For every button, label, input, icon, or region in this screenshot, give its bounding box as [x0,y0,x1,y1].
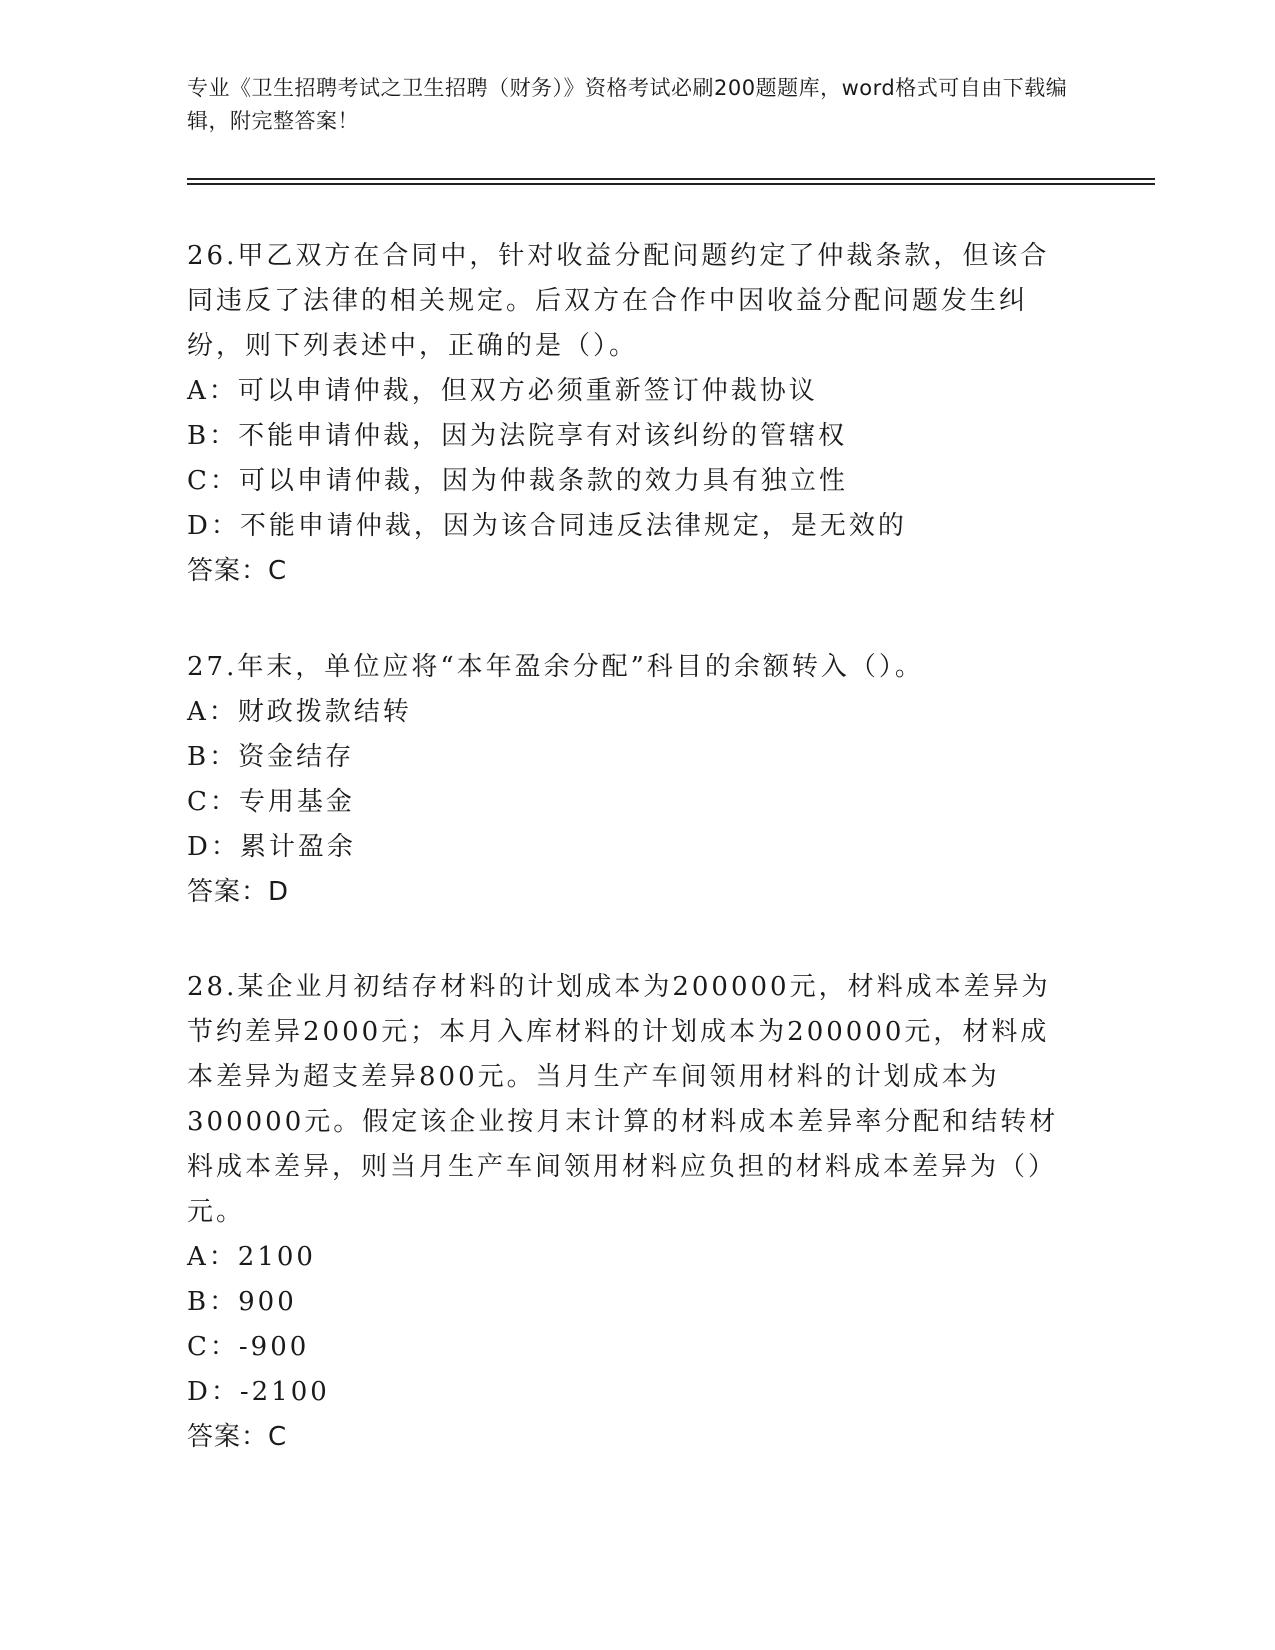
option-b: B：资金结存 [187,742,355,772]
question-28 [187,965,1077,1460]
question-stem: 26.甲乙双方在合同中，针对收益分配问题约定了仲裁条款，但该合同违反了法律的相关规定。后双方在合作中因收益分配问题发生纠纷，则下列表述中，正确的是（）。 [187,241,1050,361]
header-divider-bottom [187,183,1155,185]
option-d: D：累计盈余 [187,832,356,862]
option-a: A：可以申请仲裁，但双方必须重新签订仲裁协议 [187,376,818,406]
question-stem: 28.某企业月初结存材料的计划成本为200000元，材料成本差异为节约差异2000元；本月入库材料的计划成本为200000元，材料成本差异为超支差异800元。当月生产车间领用材料的计划成本为300000元。假定该企业按月末计算的材料成本差异率分配和结转材料成本差异，则当月生产车间领用材料应负担的材料成本差异为（）元。 [187,972,1059,1227]
option-d: D：-2100 [187,1377,330,1407]
answer-line: 答案：D [187,877,290,907]
option-b: B：900 [187,1287,297,1317]
option-b: B：不能申请仲裁，因为法院享有对该纠纷的管辖权 [187,421,848,451]
question-stem: 27.年末，单位应将“本年盈余分配”科目的余额转入（）。 [187,652,924,682]
option-c: C：-900 [187,1332,310,1362]
document-header: 专业《卫生招聘考试之卫生招聘（财务）》资格考试必刷200题题库，word格式可自由下载编辑，附完整答案！ [187,76,1068,133]
option-a: A：财政拨款结转 [187,697,412,727]
answer-line: 答案：C [187,556,288,586]
answer-line: 答案：C [187,1422,288,1452]
question-26 [187,234,1077,594]
option-a: A：2100 [187,1242,316,1272]
option-c: C：专用基金 [187,787,355,817]
option-c: C：可以申请仲裁，因为仲裁条款的效力具有独立性 [187,466,848,496]
option-d: D：不能申请仲裁，因为该合同违反法律规定，是无效的 [187,511,907,541]
question-27 [187,645,1077,915]
header-divider-top [187,178,1155,180]
